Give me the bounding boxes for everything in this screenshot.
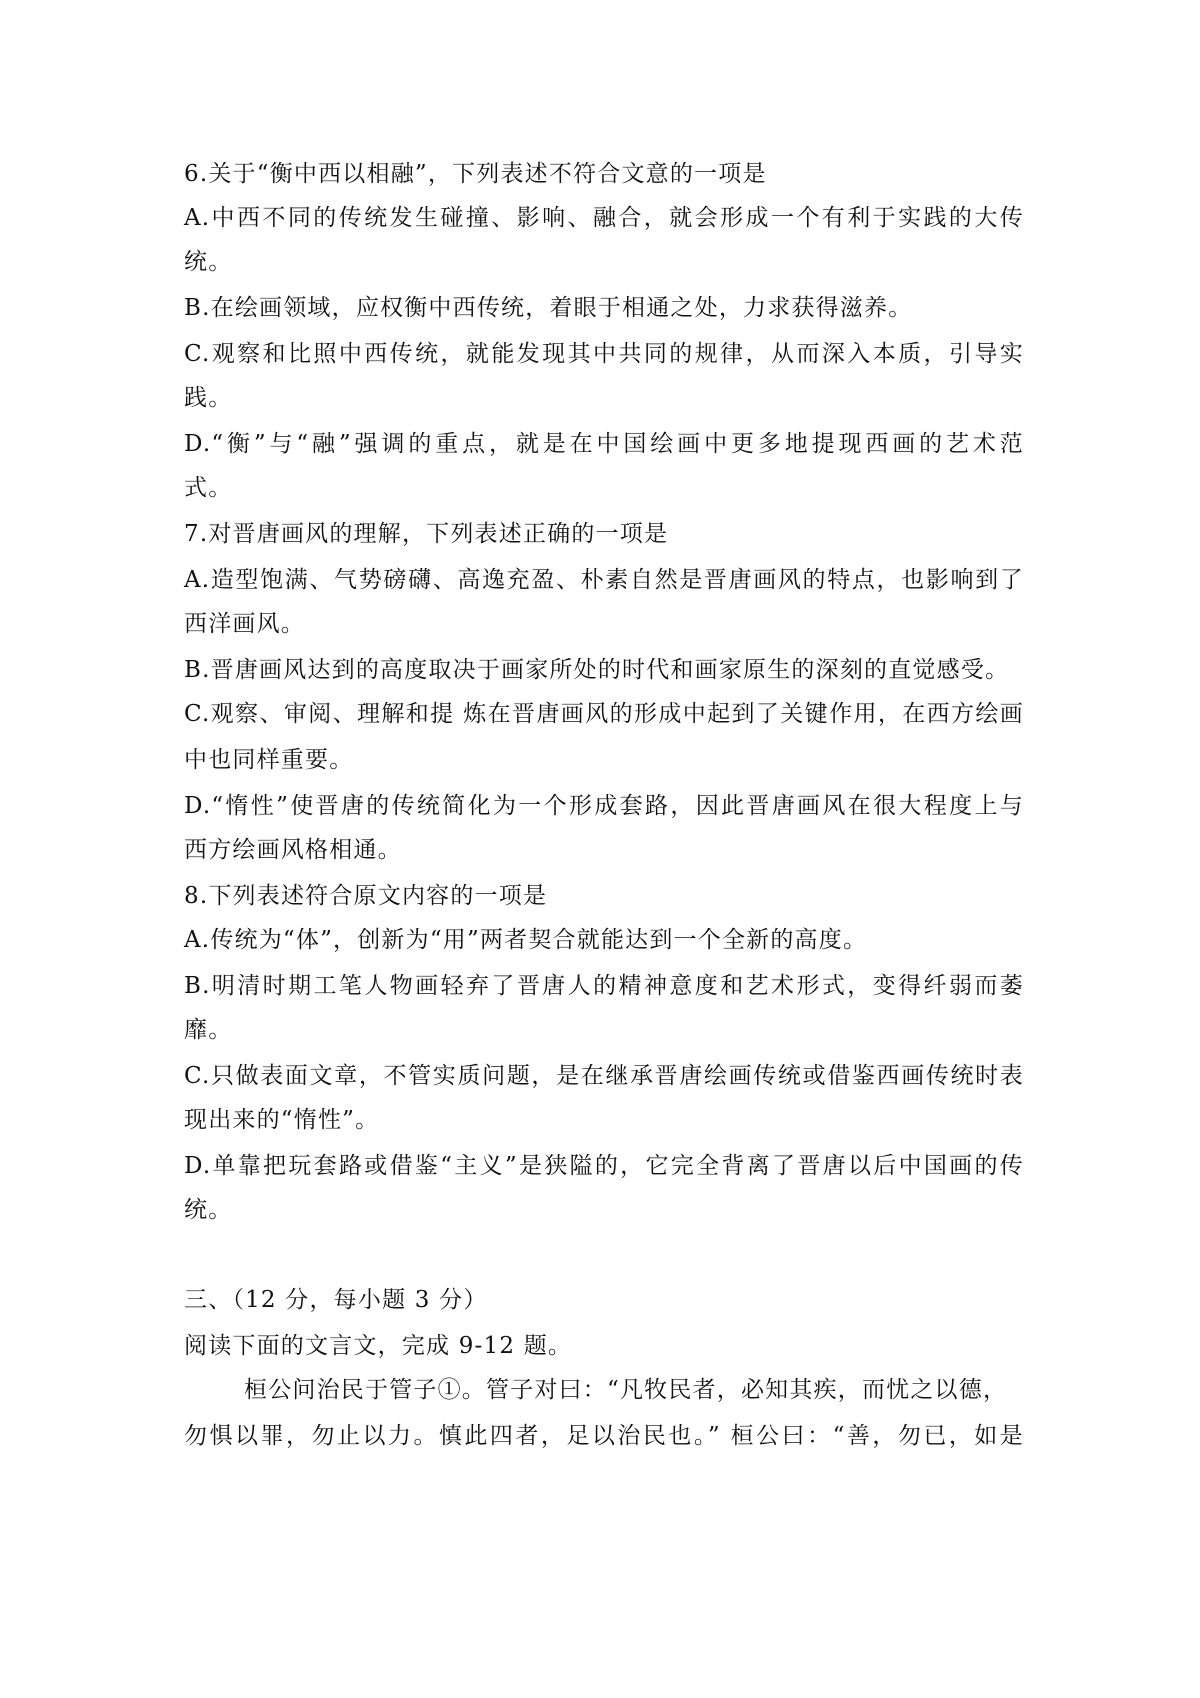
- question-8-option-b: B.明清时期工笔人物画轻弃了晋唐人的精神意度和艺术形式，变得纤弱而萎: [184, 973, 1024, 999]
- question-6-option-c: C.观察和比照中西传统，就能发现其中共同的规律，从而深入本质，引导实: [184, 341, 1024, 367]
- question-7-stem: 7.对晋唐画风的理解，下列表述正确的一项是: [184, 521, 669, 547]
- question-6-option-d: D.“衡”与“融”强调的重点，就是在中国绘画中更多地提现西画的艺术范: [184, 431, 1024, 457]
- question-8-option-d-continued: 统。: [184, 1197, 233, 1223]
- question-6-option-b: B.在绘画领域，应权衡中西传统，着眼于相通之处，力求获得滋养。: [184, 295, 913, 321]
- question-8-option-c-continued: 现出来的“惰性”。: [184, 1107, 380, 1133]
- section-3-instruction: 阅读下面的文言文，完成 9-12 题。: [184, 1333, 573, 1359]
- classical-passage-line-1: 桓公问治民于管子①。管子对曰：“凡牧民者，必知其疾，而忧之以德，: [244, 1377, 1008, 1403]
- question-7-option-c: C.观察、审阅、理解和提 炼在晋唐画风的形成中起到了关键作用，在西方绘画: [184, 701, 1024, 727]
- question-6-option-c-continued: 践。: [184, 385, 233, 411]
- question-7-option-a-continued: 西洋画风。: [184, 611, 305, 637]
- question-6-stem: 6.关于“衡中西以相融”，下列表述不符合文意的一项是: [184, 161, 767, 187]
- question-8-option-c: C.只做表面文章，不管实质问题，是在继承晋唐绘画传统或借鉴西画传统时表: [184, 1063, 1024, 1089]
- question-8-option-d: D.单靠把玩套路或借鉴“主义”是狭隘的，它完全背离了晋唐以后中国画的传: [184, 1153, 1024, 1179]
- question-8-option-a: A.传统为“体”，创新为“用”两者契合就能达到一个全新的高度。: [184, 927, 868, 953]
- classical-passage-line-2: 勿惧以罪，勿止以力。慎此四者，足以治民也。” 桓公曰：“善，勿已，如是: [184, 1423, 1024, 1449]
- question-6-option-d-continued: 式。: [184, 475, 233, 501]
- question-7-option-a: A.造型饱满、气势磅礴、高逸充盈、朴素自然是晋唐画风的特点，也影响到了: [184, 567, 1024, 593]
- section-3-heading: 三、（12 分，每小题 3 分）: [184, 1287, 488, 1313]
- question-8-option-b-continued: 靡。: [184, 1017, 233, 1043]
- question-7-option-d: D.“惰性”使晋唐的传统简化为一个形成套路，因此晋唐画风在很大程度上与: [184, 793, 1024, 819]
- question-7-option-c-continued: 中也同样重要。: [184, 747, 354, 773]
- question-6-option-a-continued: 统。: [184, 249, 233, 275]
- question-8-stem: 8.下列表述符合原文内容的一项是: [184, 883, 548, 909]
- question-7-option-d-continued: 西方绘画风格相通。: [184, 837, 402, 863]
- question-6-option-a: A.中西不同的传统发生碰撞、影响、融合，就会形成一个有利于实践的大传: [184, 205, 1024, 231]
- question-7-option-b: B.晋唐画风达到的高度取决于画家所处的时代和画家原生的深刻的直觉感受。: [184, 657, 1010, 683]
